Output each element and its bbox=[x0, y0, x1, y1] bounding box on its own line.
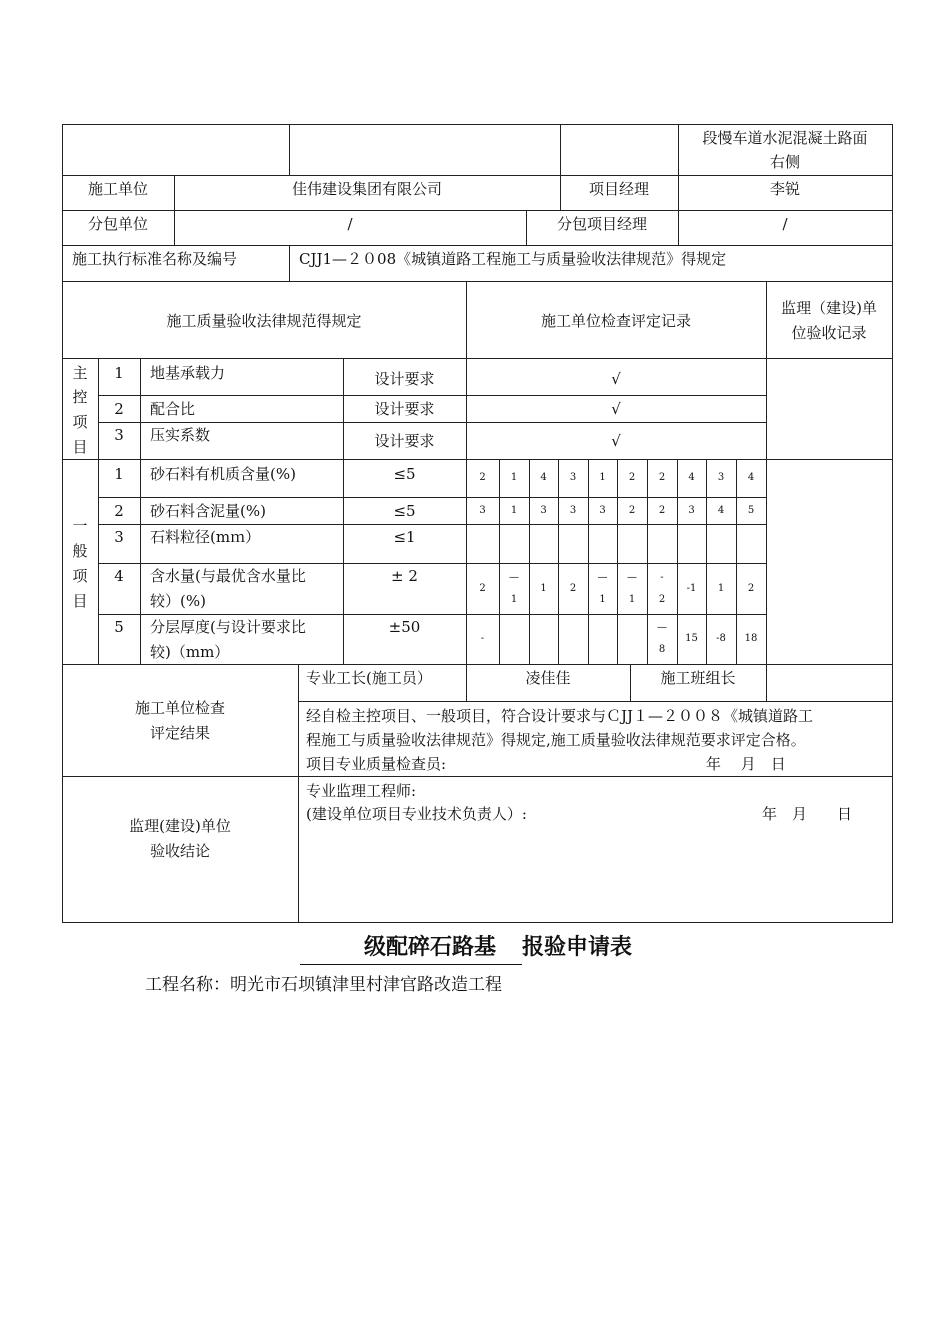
sub-pm-label: 分包项目经理 bbox=[556, 215, 647, 233]
measurement-value: 1 bbox=[510, 504, 518, 516]
contractor-date: 年 月 日 bbox=[706, 755, 786, 773]
measurement-value: 2 bbox=[628, 472, 636, 483]
record-column-header: 施工单位检查评定记录 bbox=[540, 312, 691, 330]
grid-line bbox=[62, 922, 893, 923]
measurement-value: 2 bbox=[479, 472, 486, 483]
grid-line bbox=[588, 459, 589, 665]
grid-line bbox=[62, 210, 893, 211]
measurement-value: — bbox=[509, 571, 519, 583]
measurement-value: - bbox=[660, 571, 664, 583]
grid-line bbox=[499, 459, 500, 665]
contractor-value: 佳伟建设集团有限公司 bbox=[291, 180, 442, 198]
general-item-req: ±50 bbox=[388, 618, 421, 636]
grid-line bbox=[289, 124, 290, 176]
grid-line bbox=[892, 124, 893, 923]
main-item-check: √ bbox=[611, 400, 621, 418]
standard-value: CJJ1—２０08《城镇道路工程施工与质量验收法律规范》得规定 bbox=[299, 250, 727, 268]
grid-line bbox=[617, 459, 618, 665]
main-item-name: 地基承载力 bbox=[150, 364, 226, 382]
measurement-value: 3 bbox=[599, 504, 606, 516]
grid-line bbox=[766, 664, 767, 702]
general-item-name: 分层厚度(与设计要求比 bbox=[150, 618, 306, 636]
measurement-value: 4 bbox=[747, 472, 755, 483]
form-title-part1: 级配碎石路基 bbox=[300, 930, 496, 965]
sub-pm-value: / bbox=[782, 215, 788, 233]
main-item-name: 配合比 bbox=[150, 400, 196, 418]
grid-line bbox=[140, 358, 141, 665]
grid-line bbox=[558, 459, 559, 665]
spec-column-header: 施工质量验收法律规范得规定 bbox=[166, 312, 362, 330]
measurement-value: -1 bbox=[686, 582, 697, 594]
main-group-char: 项 bbox=[72, 413, 88, 431]
measurement-value: 4 bbox=[540, 472, 547, 483]
measurement-value: 2 bbox=[569, 582, 577, 594]
grid-line bbox=[98, 497, 767, 498]
general-item-no: 5 bbox=[114, 618, 124, 636]
main-item-no: 1 bbox=[114, 364, 124, 382]
general-item-no: 2 bbox=[114, 502, 124, 520]
measurement-value: 1 bbox=[599, 472, 606, 483]
measurement-value: - bbox=[480, 633, 485, 644]
pm-label: 项目经理 bbox=[588, 180, 649, 198]
measurement-value: 5 bbox=[747, 504, 755, 516]
general-item-name: 含水量(与最优含水量比 bbox=[150, 567, 306, 585]
measurement-value: 1 bbox=[510, 593, 518, 605]
main-item-name: 压实系数 bbox=[150, 426, 211, 444]
measurement-value: 2 bbox=[628, 504, 636, 516]
measurement-value: 15 bbox=[685, 633, 698, 644]
general-item-no: 4 bbox=[114, 567, 124, 585]
measurement-value: 3 bbox=[540, 504, 547, 516]
form-title-underline bbox=[496, 930, 522, 965]
measurement-value: 2 bbox=[658, 472, 666, 483]
main-group-char: 控 bbox=[72, 388, 88, 406]
measurement-value: — bbox=[657, 622, 667, 633]
grid-line bbox=[62, 776, 893, 777]
supervisor-column-header-line2: 位验收记录 bbox=[791, 324, 867, 342]
grid-line bbox=[62, 124, 893, 125]
general-item-req: ≤1 bbox=[393, 528, 416, 546]
measurement-value: 18 bbox=[744, 633, 758, 644]
contractor-result-text-line1: 经自检主控项目、一般项目，符合设计要求与ＣJJ１—２００８《城镇道路工 bbox=[306, 707, 814, 725]
general-item-name: 较)（mm） bbox=[150, 643, 230, 661]
measurement-value: 2 bbox=[479, 582, 486, 594]
measurement-value: 1 bbox=[540, 582, 547, 594]
main-item-no: 2 bbox=[114, 400, 124, 418]
grid-line bbox=[98, 395, 767, 396]
supervisor-date: 年 月 日 bbox=[762, 805, 853, 823]
contractor-result-label-line2: 评定结果 bbox=[149, 724, 210, 742]
general-item-name: 较）(%) bbox=[150, 592, 206, 610]
grid-line bbox=[289, 245, 290, 282]
measurement-value: 4 bbox=[688, 472, 695, 483]
main-item-req: 设计要求 bbox=[374, 400, 435, 418]
measurement-value: 1 bbox=[510, 472, 518, 483]
general-item-req: ≤5 bbox=[393, 502, 416, 520]
measurement-value: 3 bbox=[688, 504, 695, 516]
general-item-req: ≤5 bbox=[393, 465, 416, 483]
supervisor-result-label-line1: 监理(建设)单位 bbox=[129, 817, 231, 835]
grid-line bbox=[529, 459, 530, 665]
form-title bbox=[300, 930, 680, 964]
general-item-name: 石料粒径(mｍ） bbox=[150, 528, 261, 546]
project-name: 工程名称：明光市石坝镇津里村津官路改造工程 bbox=[145, 975, 502, 995]
grid-line bbox=[298, 701, 893, 702]
grid-line bbox=[62, 281, 893, 282]
supervisor-column-header-line1: 监理（建设)单 bbox=[781, 299, 877, 317]
grid-line bbox=[62, 358, 893, 359]
grid-line bbox=[62, 459, 893, 460]
general-item-name: 砂石料有机质含量(%) bbox=[150, 465, 296, 483]
measurement-value: 3 bbox=[569, 504, 577, 516]
general-item-name: 砂石料含泥量(%) bbox=[150, 502, 266, 520]
form-title-part2: 报验申请表 bbox=[522, 934, 633, 960]
general-group-char: 般 bbox=[72, 542, 88, 560]
sub-label: 分包单位 bbox=[87, 215, 148, 233]
main-item-check: √ bbox=[611, 432, 621, 450]
measurement-value: — bbox=[627, 571, 637, 583]
measurement-value: 1 bbox=[599, 593, 606, 605]
main-item-req: 设计要求 bbox=[374, 432, 435, 450]
general-group-char: 一 bbox=[72, 517, 88, 535]
main-item-no: 3 bbox=[114, 426, 124, 444]
grid-line bbox=[62, 664, 893, 665]
main-group-char: 目 bbox=[72, 438, 88, 456]
general-item-no: 1 bbox=[114, 465, 124, 483]
contractor-result-text-line2: 程施工与质量验收法律规范》得规定,施工质量验收法律规范要求评定合格。 bbox=[306, 731, 806, 749]
pm-value: 李锐 bbox=[769, 180, 800, 198]
section-name-line2: 右侧 bbox=[769, 153, 800, 171]
main-item-req: 设计要求 bbox=[374, 370, 435, 388]
measurement-value: 3 bbox=[569, 472, 577, 483]
general-group-char: 目 bbox=[72, 592, 88, 610]
measurement-value: 8 bbox=[658, 644, 666, 655]
main-item-check: √ bbox=[611, 370, 621, 388]
sub-value: / bbox=[347, 215, 353, 233]
grid-line bbox=[298, 664, 299, 923]
grid-line bbox=[62, 245, 893, 246]
measurement-value: 1 bbox=[717, 582, 725, 594]
supervisor-result-label-line2: 验收结论 bbox=[149, 842, 210, 860]
engineer-label: 专业监理工程师: bbox=[306, 782, 417, 800]
measurement-value: 2 bbox=[747, 582, 755, 594]
foreman-value: 凌佳佳 bbox=[525, 669, 571, 687]
measurement-value: 3 bbox=[479, 504, 486, 516]
main-group-char: 主 bbox=[72, 364, 88, 382]
foreman-label: 专业工长(施工员） bbox=[306, 669, 432, 687]
measurement-value: -8 bbox=[716, 633, 726, 644]
measurement-value: 2 bbox=[658, 504, 666, 516]
measurement-value: 1 bbox=[628, 593, 636, 605]
section-name-line1: 段慢车道水泥混凝土路面 bbox=[702, 129, 868, 147]
grid-line bbox=[62, 175, 893, 176]
inspector-label: 项目专业质量检查员: bbox=[306, 755, 447, 773]
measurement-value: 2 bbox=[658, 593, 666, 605]
general-group-char: 项 bbox=[72, 567, 88, 585]
measurement-value: — bbox=[597, 571, 608, 583]
contractor-result-label-line1: 施工单位检查 bbox=[134, 699, 225, 717]
contractor-label: 施工单位 bbox=[87, 180, 148, 198]
measurement-value: 4 bbox=[717, 504, 725, 516]
team-leader-label: 施工班组长 bbox=[660, 669, 736, 687]
owner-label: (建设单位项目专业技术负责人）: bbox=[306, 805, 527, 823]
standard-label: 施工执行标准名称及编号 bbox=[72, 250, 238, 268]
measurement-value: 3 bbox=[717, 472, 725, 483]
general-item-req: ± 2 bbox=[391, 567, 418, 585]
general-item-no: 3 bbox=[114, 528, 124, 546]
